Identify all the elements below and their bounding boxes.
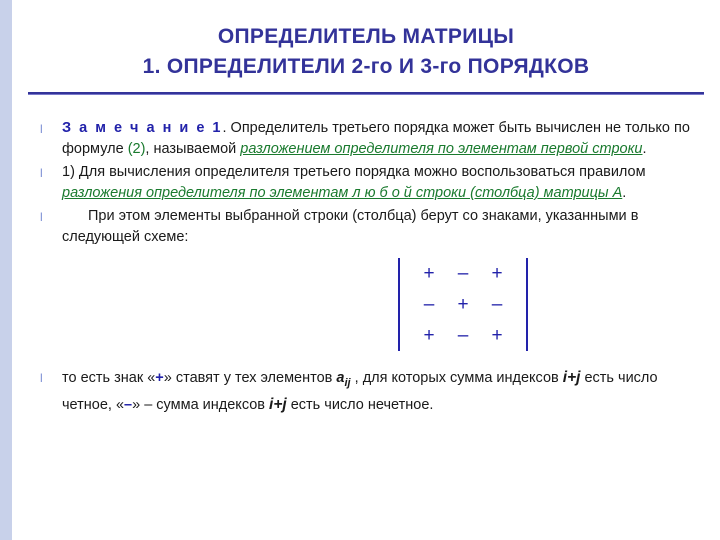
list-item-text: [62, 162, 704, 204]
conclusion-text-4: есть число четное, «: [62, 370, 658, 413]
element-subscript-ij: ij: [344, 376, 351, 389]
matrix-cell: +: [491, 263, 503, 284]
conclusion-text-5: » – сумма индексов: [132, 396, 270, 413]
list-item: [40, 367, 704, 416]
matrix-cell: –: [457, 325, 469, 346]
remark-label: З а м е ч а н и е 1: [62, 120, 223, 136]
conclusion-text-3: , для которых сумма индексов: [350, 370, 563, 386]
list-item: [40, 118, 704, 160]
expansion-term-first-row: разложением определителя по элементам первой строки: [240, 141, 643, 157]
element-aij: [336, 370, 351, 389]
matrix-cell: +: [457, 294, 469, 315]
plus-symbol: +: [155, 370, 164, 386]
index-sum-odd: i+j: [269, 395, 287, 413]
matrix-cell: –: [457, 263, 469, 284]
remark-text-2: , называемой: [145, 141, 241, 157]
title-line-2: 1. ОПРЕДЕЛИТЕЛИ 2-го И 3-го ПОРЯДКОВ: [142, 55, 590, 78]
matrix-row: [412, 320, 514, 351]
list-item: [40, 162, 704, 204]
remark-text-1: . Определитель третьего порядка может быть вычислен не только по формуле: [62, 120, 690, 157]
conclusion-text-6: есть число нечетное.: [286, 396, 434, 413]
list-item-text: [62, 206, 704, 248]
slide-title: [12, 22, 720, 82]
list-item-text: [62, 118, 704, 160]
sign-matrix-wrapper: [40, 258, 704, 351]
matrix-row: [412, 258, 514, 289]
matrix-row: [412, 289, 514, 320]
element-a: a: [336, 370, 345, 386]
minus-symbol: –: [124, 396, 133, 413]
list-item-text: [62, 367, 704, 416]
formula-reference: (2): [127, 141, 146, 157]
bullet-icon: l: [40, 122, 43, 136]
matrix-cell: –: [491, 294, 503, 315]
rule-text-2: .: [622, 185, 627, 201]
matrix-cell: –: [423, 294, 435, 315]
matrix-cell: +: [423, 325, 435, 346]
sign-matrix: [398, 258, 528, 351]
matrix-cell: +: [423, 263, 435, 284]
expansion-term-any-row: разложения определителя по элементам л ю б о й строки (столбца) матрицы А: [62, 185, 623, 201]
conclusion-text-1: то есть знак «: [62, 370, 156, 386]
index-sum-even: i+j: [562, 369, 581, 386]
slide-left-accent-bar: [0, 0, 12, 540]
list-item: [40, 206, 704, 248]
matrix-bar-left-icon: [398, 258, 400, 351]
bullet-icon: l: [40, 166, 43, 180]
bullet-icon: l: [40, 210, 43, 224]
remark-text-3: .: [642, 141, 647, 157]
rule-text-1: 1) Для вычисления определителя третьего порядка можно воспользоваться правилом: [62, 164, 646, 180]
title-line-1: ОПРЕДЕЛИТЕЛЬ МАТРИЦЫ: [217, 25, 515, 48]
matrix-bar-right-icon: [526, 258, 528, 351]
signs-scheme-text: При этом элементы выбранной строки (столбца) берут со знаками, указанными в следующей схеме:: [62, 208, 639, 245]
bullet-icon: l: [40, 371, 43, 385]
title-divider: [28, 92, 704, 95]
matrix-cell: +: [491, 325, 503, 346]
slide-body: [40, 118, 704, 418]
conclusion-text-2: » ставят у тех элементов: [163, 370, 337, 386]
